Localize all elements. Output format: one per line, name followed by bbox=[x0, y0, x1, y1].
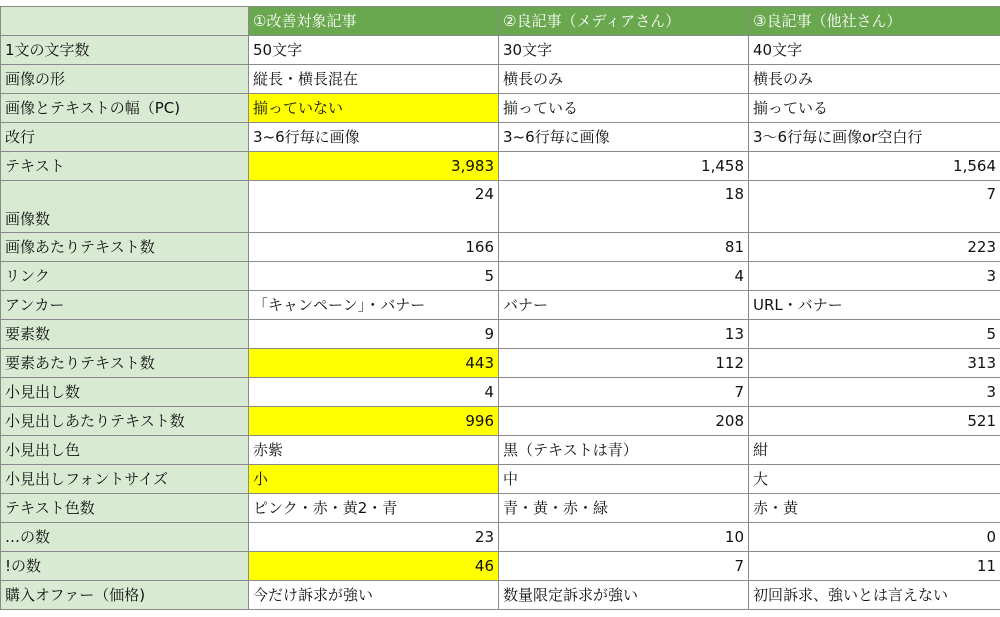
table-row bbox=[1, 94, 1000, 123]
row-label: テキスト色数 bbox=[1, 494, 249, 523]
table-cell: 313 bbox=[749, 349, 1000, 378]
table-cell: 中 bbox=[499, 465, 749, 494]
column-header: ②良記事（メディアさん） bbox=[499, 7, 749, 36]
table-cell: 3〜6行毎に画像or空白行 bbox=[749, 123, 1000, 152]
table-cell: 赤・黄 bbox=[749, 494, 1000, 523]
table-cell: 18 bbox=[499, 181, 749, 233]
table-cell: 揃っている bbox=[749, 94, 1000, 123]
corner-cell bbox=[1, 7, 249, 36]
table-row bbox=[1, 523, 1000, 552]
row-label: 画像とテキストの幅（PC) bbox=[1, 94, 249, 123]
table-cell: 11 bbox=[749, 552, 1000, 581]
table-cell: 小 bbox=[249, 465, 499, 494]
row-label: 改行 bbox=[1, 123, 249, 152]
row-label: 1文の文字数 bbox=[1, 36, 249, 65]
table-row bbox=[1, 123, 1000, 152]
table-cell: 今だけ訴求が強い bbox=[249, 581, 499, 610]
table-cell: 横長のみ bbox=[749, 65, 1000, 94]
row-label: 小見出しあたりテキスト数 bbox=[1, 407, 249, 436]
comparison-table bbox=[0, 6, 1000, 610]
table-cell: 9 bbox=[249, 320, 499, 349]
table-row bbox=[1, 152, 1000, 181]
row-label: アンカー bbox=[1, 291, 249, 320]
table-cell: 5 bbox=[249, 262, 499, 291]
table-row bbox=[1, 65, 1000, 94]
column-header: ①改善対象記事 bbox=[249, 7, 499, 36]
table-cell: 10 bbox=[499, 523, 749, 552]
table-cell: 0 bbox=[749, 523, 1000, 552]
table-cell: 23 bbox=[249, 523, 499, 552]
table-cell: 50文字 bbox=[249, 36, 499, 65]
header-row bbox=[1, 7, 1000, 36]
table-row bbox=[1, 552, 1000, 581]
table-cell: 166 bbox=[249, 233, 499, 262]
table-cell: URL・バナー bbox=[749, 291, 1000, 320]
row-label: 画像の形 bbox=[1, 65, 249, 94]
table-cell: 208 bbox=[499, 407, 749, 436]
row-label: !の数 bbox=[1, 552, 249, 581]
table-body bbox=[1, 7, 1000, 610]
table-cell: 443 bbox=[249, 349, 499, 378]
table-cell: 3 bbox=[749, 262, 1000, 291]
table-cell: 青・黄・赤・緑 bbox=[499, 494, 749, 523]
table-cell: 81 bbox=[499, 233, 749, 262]
row-label: 購入オファー（価格) bbox=[1, 581, 249, 610]
table-cell: 5 bbox=[749, 320, 1000, 349]
table-cell: 赤紫 bbox=[249, 436, 499, 465]
table-cell: 3 bbox=[749, 378, 1000, 407]
table-row bbox=[1, 320, 1000, 349]
table-cell: 996 bbox=[249, 407, 499, 436]
row-label: 小見出し色 bbox=[1, 436, 249, 465]
table-row bbox=[1, 494, 1000, 523]
table-cell: 「キャンペーン」・バナー bbox=[249, 291, 499, 320]
table-row bbox=[1, 262, 1000, 291]
row-label: …の数 bbox=[1, 523, 249, 552]
table-cell: 初回訴求、強いとは言えない bbox=[749, 581, 1000, 610]
row-label: 要素あたりテキスト数 bbox=[1, 349, 249, 378]
table-row bbox=[1, 349, 1000, 378]
table-cell: 黒（テキストは青） bbox=[499, 436, 749, 465]
table-cell: 縦長・横長混在 bbox=[249, 65, 499, 94]
table-cell: 223 bbox=[749, 233, 1000, 262]
row-label: リンク bbox=[1, 262, 249, 291]
table-cell: 紺 bbox=[749, 436, 1000, 465]
row-label: テキスト bbox=[1, 152, 249, 181]
table-row bbox=[1, 581, 1000, 610]
row-label: 画像あたりテキスト数 bbox=[1, 233, 249, 262]
table-cell: 3,983 bbox=[249, 152, 499, 181]
table-cell: 7 bbox=[499, 378, 749, 407]
row-label: 要素数 bbox=[1, 320, 249, 349]
table-row bbox=[1, 378, 1000, 407]
table-cell: ピンク・赤・黄2・青 bbox=[249, 494, 499, 523]
table-cell: 1,458 bbox=[499, 152, 749, 181]
table-cell: 521 bbox=[749, 407, 1000, 436]
table-cell: 3~6行毎に画像 bbox=[249, 123, 499, 152]
table-cell: 揃っていない bbox=[249, 94, 499, 123]
table-cell: 数量限定訴求が強い bbox=[499, 581, 749, 610]
table-row bbox=[1, 436, 1000, 465]
row-label: 小見出し数 bbox=[1, 378, 249, 407]
table-row bbox=[1, 291, 1000, 320]
column-header: ③良記事（他社さん） bbox=[749, 7, 1000, 36]
table-row bbox=[1, 407, 1000, 436]
table-cell: 4 bbox=[249, 378, 499, 407]
table-cell: 7 bbox=[749, 181, 1000, 233]
table-cell: 横長のみ bbox=[499, 65, 749, 94]
table-cell: 112 bbox=[499, 349, 749, 378]
table-cell: 40文字 bbox=[749, 36, 1000, 65]
table-cell: 46 bbox=[249, 552, 499, 581]
table-cell: 3~6行毎に画像 bbox=[499, 123, 749, 152]
table-cell: 大 bbox=[749, 465, 1000, 494]
table-cell: バナー bbox=[499, 291, 749, 320]
row-label: 画像数 bbox=[1, 181, 249, 233]
table-row bbox=[1, 465, 1000, 494]
table-cell: 30文字 bbox=[499, 36, 749, 65]
table-row bbox=[1, 233, 1000, 262]
table-row bbox=[1, 36, 1000, 65]
table-cell: 1,564 bbox=[749, 152, 1000, 181]
table-cell: 24 bbox=[249, 181, 499, 233]
table-cell: 13 bbox=[499, 320, 749, 349]
table-row bbox=[1, 181, 1000, 233]
row-label: 小見出しフォントサイズ bbox=[1, 465, 249, 494]
table-cell: 揃っている bbox=[499, 94, 749, 123]
table-cell: 7 bbox=[499, 552, 749, 581]
table-cell: 4 bbox=[499, 262, 749, 291]
